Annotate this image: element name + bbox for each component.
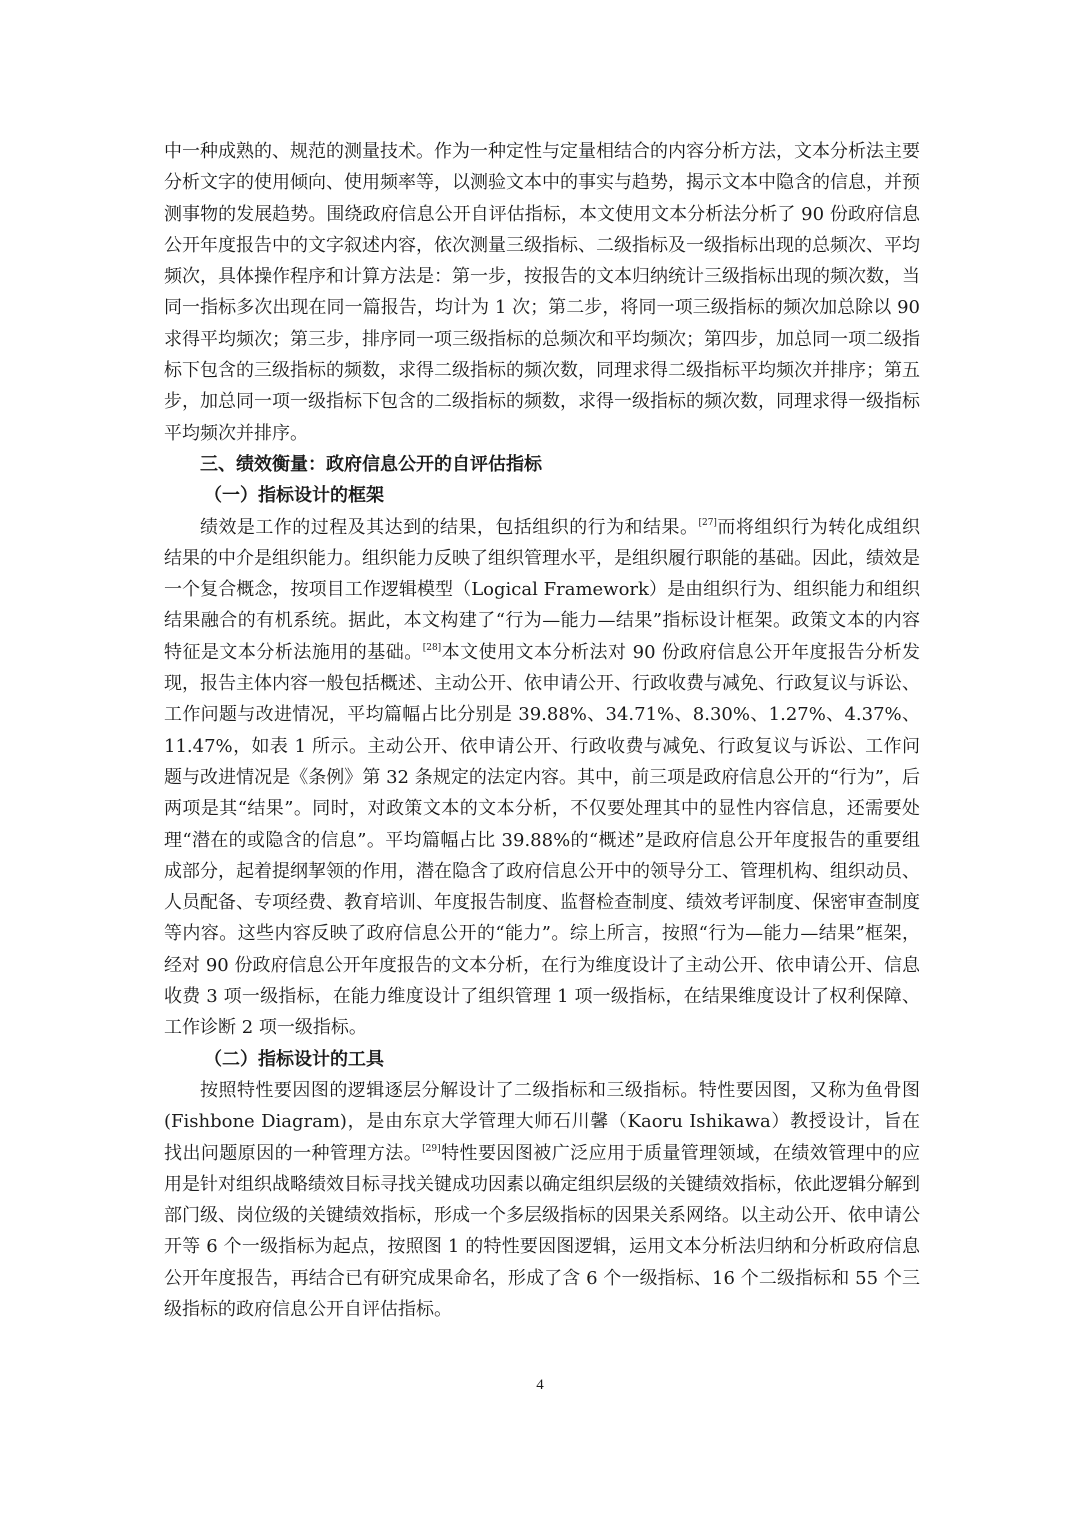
section-heading: 三、绩效衡量：政府信息公开的自评估指标 xyxy=(200,453,542,475)
citation-28: [28] xyxy=(422,642,442,653)
intro-paragraph: 中一种成熟的、规范的测量技术。作为一种定性与定量相结合的内容分析方法，文本分析法主要分析文字的使用倾向、使用频率等，以测验文本中的事实与趋势，揭示文本中隐含的信息，并预测事物的发展趋势。围绕政府信息公开自评估指标，本文使用文本分析法分析了 90 份政府信息公开年度报告中的文字叙述内容，依次测量三级指标、二级指标及一级指标出现的总频次、平均频次，具体操作程序和计算方法是：第一步，按报告的文本归纳统计三级指标出现的频次数，当同一指标多次出现在同一篇报告，均计为 1 次；第二步，将同一项三级指标的频次加总除以 90 求得平均频次；第三步，排序同一项三级指标的总频次和平均频次；第四步，加总同一项二级指标下包含的三级指标的频数，求得二级指标的频次数，同理求得二级指标平均频次并排序；第五步，加总同一项一级指标下包含的二级指标的频数，求得一级指标的频次数，同理求得一级指标平均频次并排序。 xyxy=(164,141,920,444)
subsection-heading-framework: （一）指标设计的框架 xyxy=(204,485,384,507)
framework-text-3: 本文使用文本分析法对 90 份政府信息公开年度报告分析发现，报告主体内容一般包括概述、主动公开、依申请公开、行政收费与减免、行政复议与诉讼、工作问题与改进情况，平均篇幅占比分别是 39.88%、34.71%、8.30%、1.27%、4.37%、11.47%，如表 1 所示。主动公开、依申请公开、行政收费与减免、行政复议与诉讼、工作问题与改进情况是《条例》第 32 条规定的法定内容。其中，前三项是政府信息公开的“行为”，后两项是其“结果”。同时，对政策文本的文本分析，不仅要处理其中的显性内容信息，还需要处理“潜在的或隐含的信息”。平均篇幅占比 39.88%的“概述”是政府信息公开年度报告的重要组成部分，起着提纲挈领的作用，潜在隐含了政府信息公开中的领导分工、管理机构、组织动员、人员配备、专项经费、教育培训、年度报告制度、监督检查制度、绩效考评制度、保密审查制度等内容。这些内容反映了政府信息公开的“能力”。综上所言，按照“行为—能力—结果”框架，经对 90 份政府信息公开年度报告的文本分析，在行为维度设计了主动公开、依申请公开、信息收费 3 项一级指标，在能力维度设计了组织管理 1 项一级指标，在结果维度设计了权利保障、工作诊断 2 项一级指标。 xyxy=(164,641,920,1039)
document-page xyxy=(164,136,920,1325)
citation-29: [29] xyxy=(422,1143,441,1154)
framework-paragraph xyxy=(164,512,920,1044)
framework-text-1: 绩效是工作的过程及其达到的结果，包括组织的行为和结果。 xyxy=(200,516,699,538)
framework-text-2: 而将组织行为转化成组织结果的中介是组织能力。组织能力反映了组织管理水平，是组织履行职能的基础。因此，绩效是一个复合概念，按项目工作逻辑模型（Logical Framework）是由组织行为、组织能力和组织结果融合的有机系统。据此，本文构建了“行为—能力—结果”指标设计框架。政策文本的内容特征是文本分析法施用的基础。 xyxy=(164,516,921,663)
subsection-heading-tools: （二）指标设计的工具 xyxy=(204,1048,384,1070)
page-number: 4 xyxy=(536,1377,544,1393)
citation-27: [27] xyxy=(698,517,717,528)
tools-paragraph xyxy=(164,1075,920,1325)
tools-text-1: 按照特性要因图的逻辑逐层分解设计了二级指标和三级指标。特性要因图，又称为鱼骨图(Fishbone Diagram)，是由东京大学管理大师石川馨（Kaoru Ishikawa）教授设计，旨在找出问题原因的一种管理方法。 xyxy=(164,1079,920,1164)
tools-text-2: 特性要因图被广泛应用于质量管理领域，在绩效管理中的应用是针对组织战略绩效目标寻找关键成功因素以确定组织层级的关键绩效指标，依此逻辑分解到部门级、岗位级的关键绩效指标，形成一个多层级指标的因果关系网络。以主动公开、依申请公开等 6 个一级指标为起点，按照图 1 的特性要因图逻辑，运用文本分析法归纳和分析政府信息公开年度报告，再结合已有研究成果命名，形成了含 6 个一级指标、16 个二级指标和 55 个三级指标的政府信息公开自评估指标。 xyxy=(164,1142,921,1320)
